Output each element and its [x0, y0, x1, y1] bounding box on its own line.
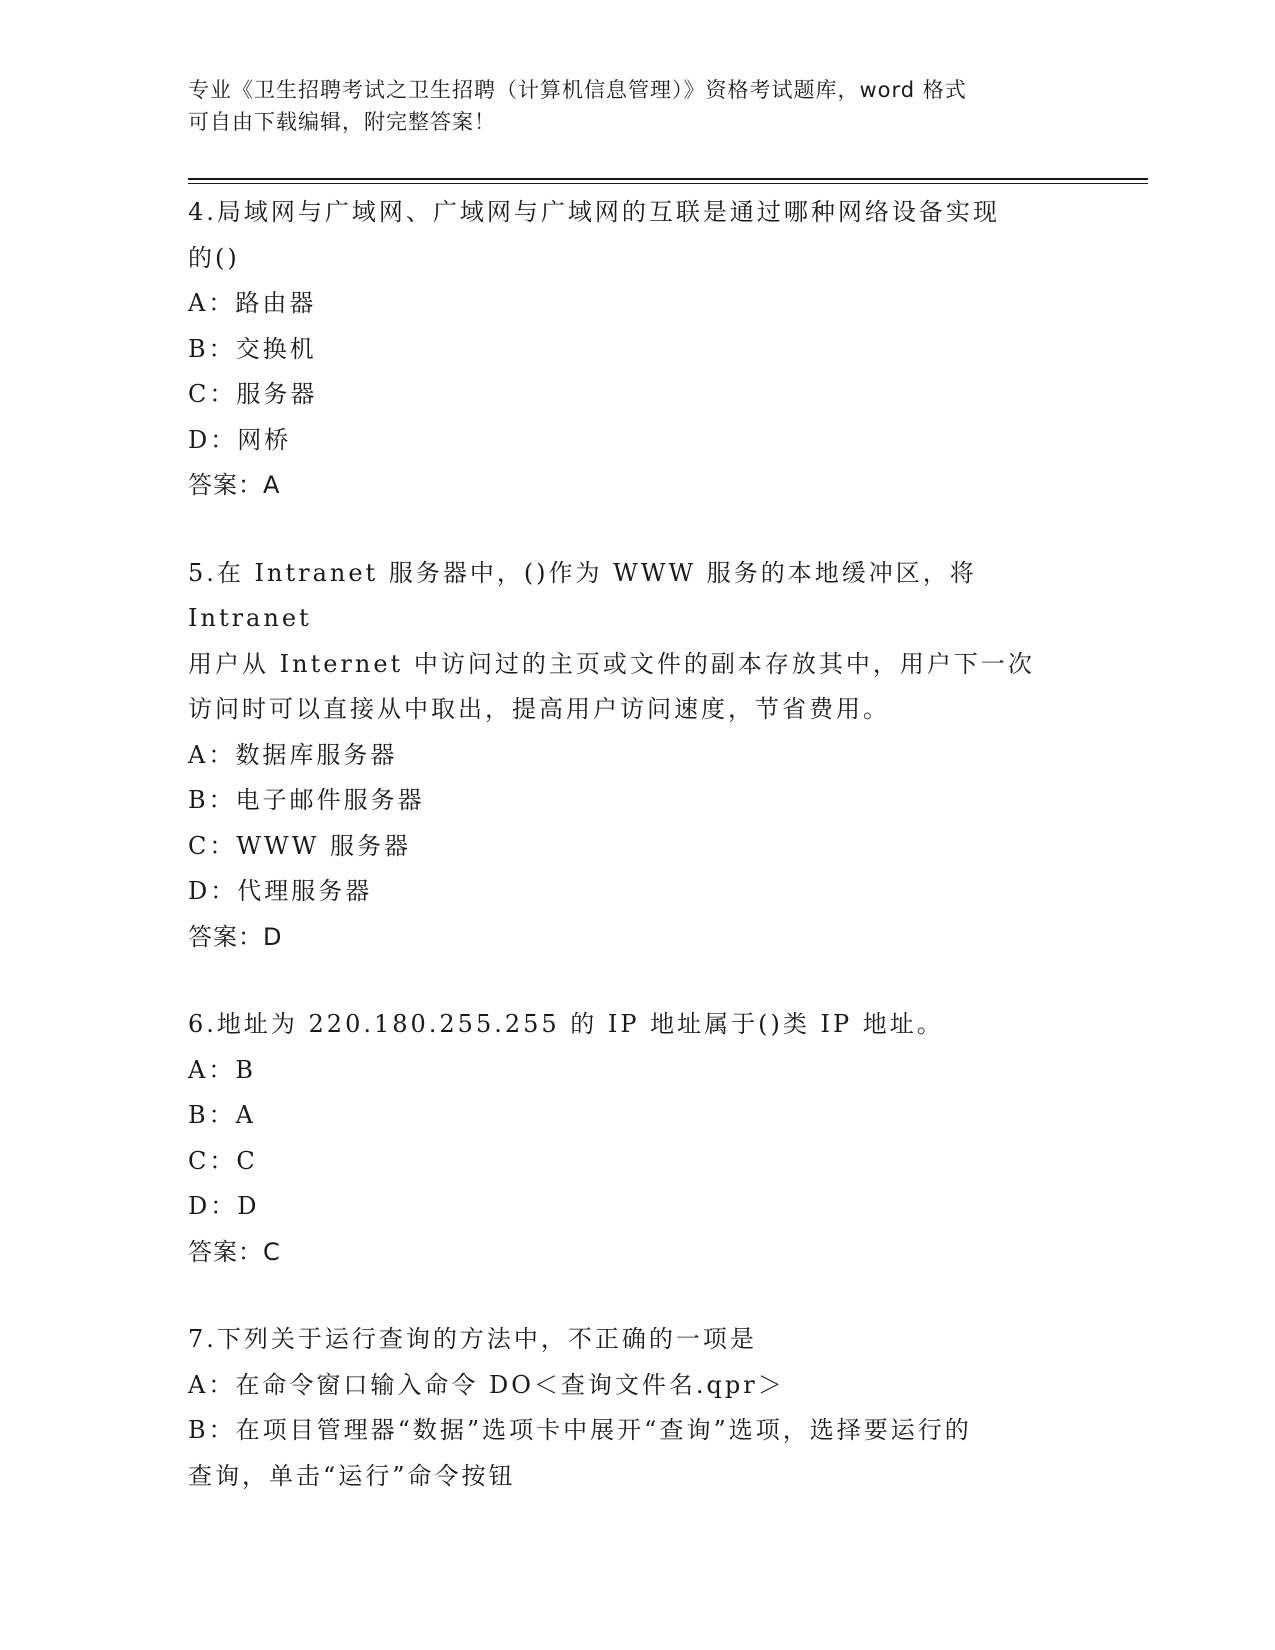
answer-label: 答案：D [188, 922, 283, 951]
option-d: D：D [188, 1192, 260, 1220]
header-divider-thick [188, 178, 1148, 180]
question-5 [188, 551, 1088, 961]
option-a: A：B [188, 1055, 256, 1084]
header-divider-thin [188, 183, 1148, 184]
option-c: C：C [188, 1146, 258, 1175]
option-d: D：代理服务器 [188, 877, 373, 905]
document-header [188, 74, 1088, 138]
answer-label: 答案：A [188, 471, 281, 499]
option-a: A：路由器 [188, 289, 317, 317]
header-line-1: 专业《卫生招聘考试之卫生招聘（计算机信息管理）》资格考试题库，word 格式 [188, 78, 967, 102]
option-a: A：在命令窗口输入命令 DO＜查询文件名.qpr＞ [188, 1370, 785, 1399]
option-c: C：WWW 服务器 [188, 831, 411, 860]
option-b: B：电子邮件服务器 [188, 786, 425, 814]
question-stem-line: 5.在 Intranet 服务器中，()作为 WWW 服务的本地缓冲区，将 Intranet [188, 558, 977, 632]
option-b: B：A [188, 1101, 256, 1129]
answer-label: 答案：C [188, 1237, 281, 1266]
option-b: B：在项目管理器“数据”选项卡中展开“查询”选项，选择要运行的 [188, 1416, 972, 1444]
question-6 [188, 1002, 1088, 1275]
question-list [188, 190, 1088, 1541]
question-stem-line: 4.局域网与广域网、广域网与广域网的互联是通过哪种网络设备实现 [188, 198, 1000, 226]
header-line-2: 可自由下载编辑，附完整答案！ [188, 110, 496, 134]
question-stem-line: 用户从 Internet 中访问过的主页或文件的副本存放其中，用户下一次 [188, 649, 1035, 678]
option-d: D：网桥 [188, 425, 292, 454]
question-stem-line: 的() [188, 243, 240, 272]
option-b: B：交换机 [188, 334, 317, 363]
option-c: C：服务器 [188, 380, 318, 408]
question-stem-line: 6.地址为 220.180.255.255 的 IP 地址属于()类 IP 地址。 [188, 1010, 944, 1038]
question-7 [188, 1317, 1088, 1499]
question-stem-line: 7.下列关于运行查询的方法中，不正确的一项是 [188, 1325, 757, 1353]
question-4 [188, 190, 1088, 509]
option-a: A：数据库服务器 [188, 740, 398, 769]
question-stem-line: 访问时可以直接从中取出，提高用户访问速度，节省费用。 [188, 695, 890, 723]
option-b-continued: 查询，单击“运行”命令按钮 [188, 1461, 516, 1490]
